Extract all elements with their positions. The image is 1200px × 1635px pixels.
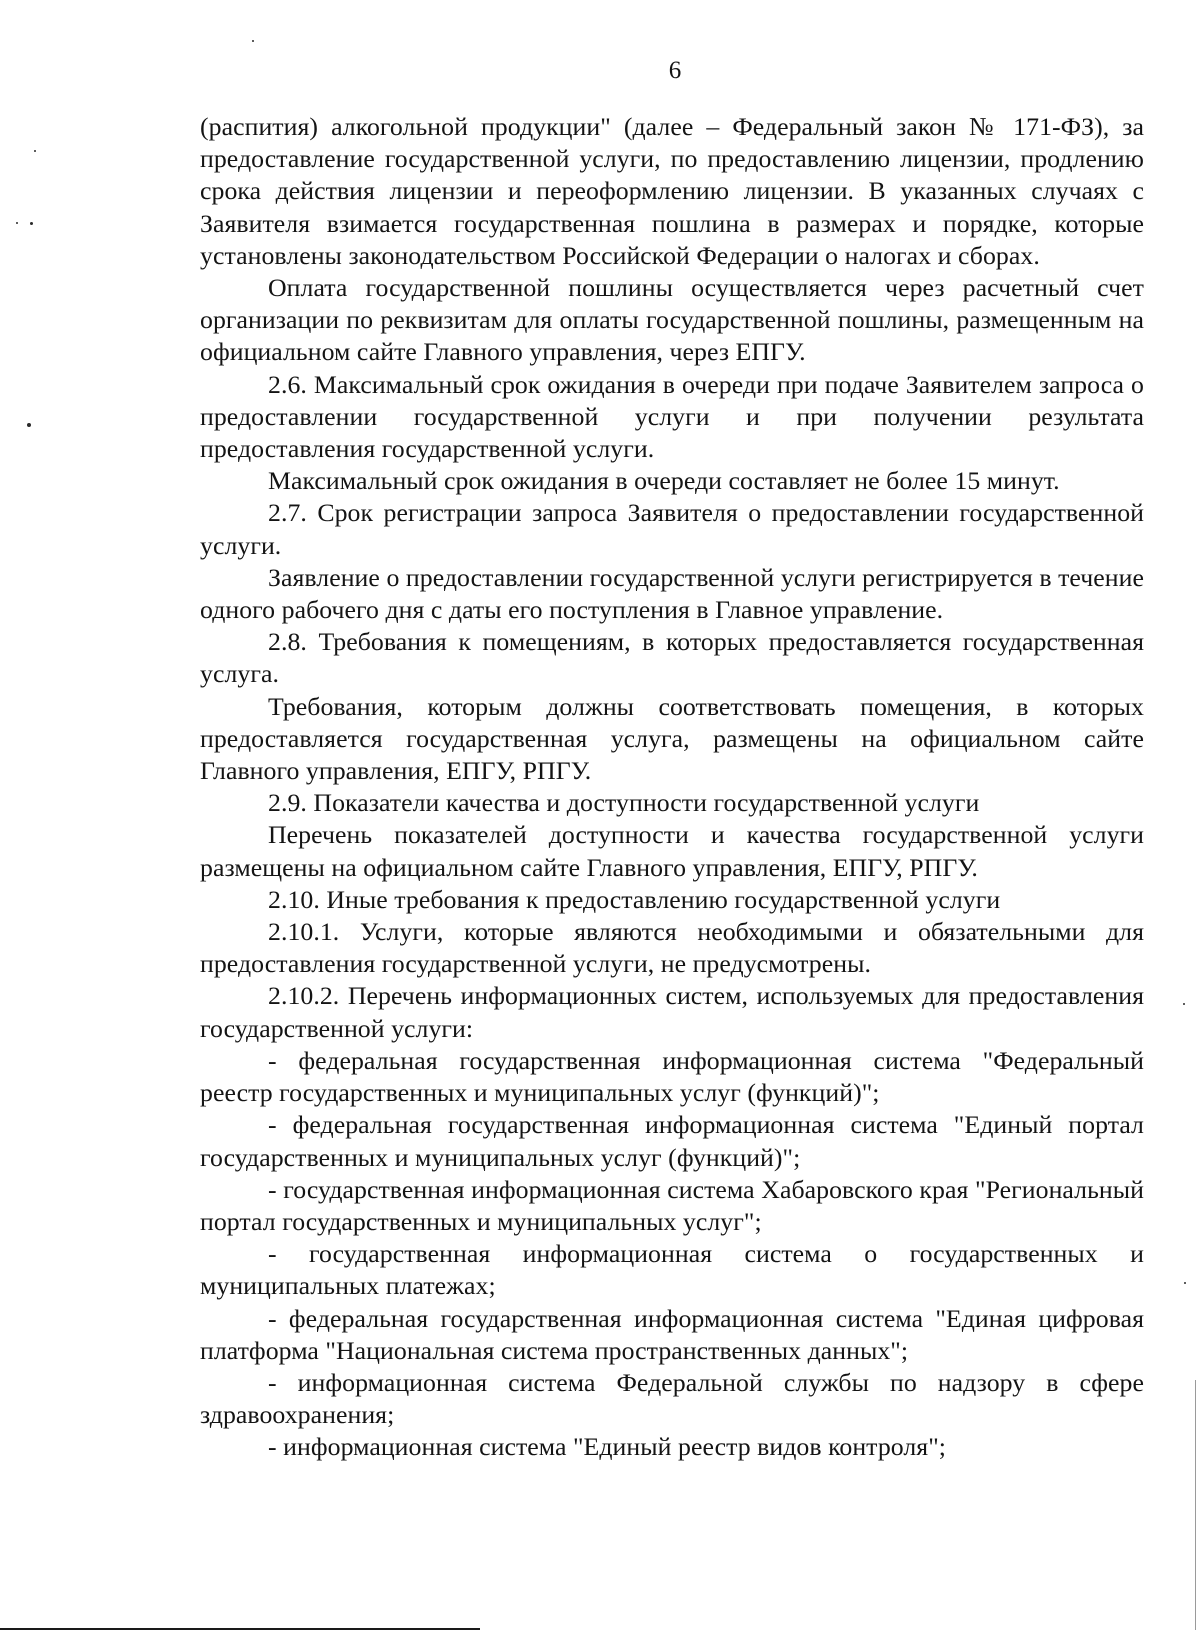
document-body (200, 111, 1144, 1464)
paragraph-10: Перечень показателей доступности и качества государственной услуги размещены на официальном сайте Главного управления, ЕПГУ, РПГУ. (200, 820, 1144, 882)
paragraph-13: 2.10.2. Перечень информационных систем, используемых для предоставления государственной услуги: (200, 981, 1144, 1043)
paragraph-5: 2.7. Срок регистрации запроса Заявителя о предоставлении государственной услуги. (200, 498, 1144, 560)
scan-edge-line (0, 1628, 480, 1630)
scan-edge-shadow (1195, 1380, 1196, 1630)
paragraph-8: Требования, которым должны соответствовать помещения, в которых предоставляется государственная услуга, размещены на официальном сайте Главного управления, ЕПГУ, РПГУ. (200, 691, 1144, 786)
paragraph-12: 2.10.1. Услуги, которые являются необходимыми и обязательными для предоставления государственной услуги, не предусмотрены. (200, 917, 1144, 979)
paragraph-4: Максимальный срок ожидания в очереди составляет не более 15 минут. (268, 466, 1060, 496)
list-item-7: - информационная система "Единый реестр видов контроля"; (268, 1432, 947, 1462)
list-item-1: - федеральная государственная информационная система "Федеральный реестр государственных и муниципальных услуг (функций)"; (200, 1045, 1144, 1108)
paragraph-3: 2.6. Максимальный срок ожидания в очереди при подаче Заявителем запроса о предоставлении государственной услуги и при получении результата предоставления государственной услуги. (200, 369, 1144, 464)
list-item-2: - федеральная государственная информационная система "Единый портал государственных и муниципальных услуг (функций)"; (200, 1110, 1144, 1172)
page-number: 6 (668, 57, 682, 84)
scan-speck (252, 40, 254, 42)
paragraph-2: Оплата государственной пошлины осуществляется через расчетный счет организации по реквизитам для оплаты государственной пошлины, размещенным на официальном сайте Главного управления, через ЕПГУ. (200, 273, 1144, 367)
scan-speck (1183, 1003, 1185, 1005)
paragraph-6: Заявление о предоставлении государственной услуги регистрируется в течение одного рабочего дня с даты его поступления в Главное управление. (200, 562, 1144, 625)
scan-speck (30, 222, 33, 225)
scan-speck (27, 423, 31, 427)
scan-speck (1184, 1282, 1186, 1284)
list-item-4: - государственная информационная система о государственных и муниципальных платежах; (200, 1239, 1144, 1301)
list-item-3: - государственная информационная система Хабаровского края "Региональный портал государственных и муниципальных услуг"; (200, 1174, 1144, 1236)
paragraph-1: (распития) алкогольной продукции" (далее – Федеральный закон № 171-ФЗ), за предоставление государственной услуги, по предоставлению лицензии, продлению срока действия лицензии и переоформлению лицензии. В указанных случаях с Заявителя взимается государственная пошлина в размерах и порядке, которые установлены законодательством Российской Федерации о налогах и сборах. (200, 112, 1144, 270)
list-item-6: - информационная система Федеральной службы по надзору в сфере здравоохранения; (200, 1367, 1144, 1430)
list-item-5: - федеральная государственная информационная система "Единая цифровая платформа "Национальная система пространственных данных"; (200, 1303, 1144, 1365)
scan-speck (16, 222, 18, 224)
paragraph-7: 2.8. Требования к помещениям, в которых предоставляется государственная услуга. (200, 627, 1144, 689)
scan-speck (34, 150, 36, 152)
paragraph-9: 2.9. Показатели качества и доступности государственной услуги (268, 788, 980, 818)
paragraph-11: 2.10. Иные требования к предоставлению государственной услуги (268, 884, 1001, 914)
